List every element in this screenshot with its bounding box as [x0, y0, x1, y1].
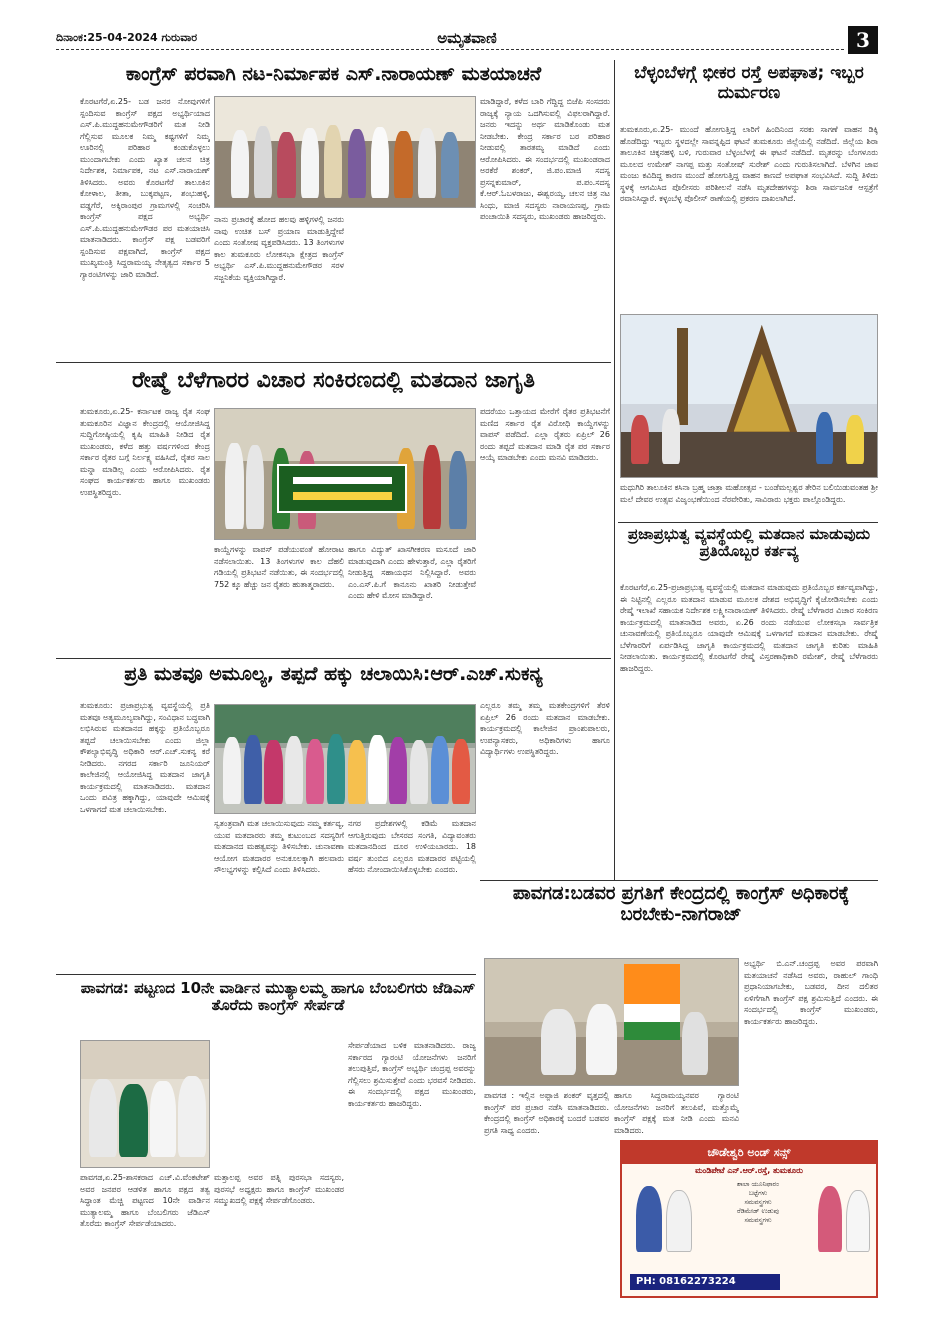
article-4-col-3: ಸೇರ್ಪಡೆಯಾದ ಬಳಿಕ ಮಾತನಾಡಿದರು. ರಾಜ್ಯ ಸರ್ಕಾರದ ಗ್ಯಾರಂಟಿ ಯೋಜನೆಗಳು ಜನರಿಗೆ ತಲುಪುತ್ತಿವೆ, ಕಾಂಗ್ರೆಸ್ ಅಭ್ಯರ್ಥಿ ಚಂದ್ರಪ್ಪ ಅವರನ್ನು ಗೆಲ್ಲಿಸಲು ಶ್ರಮಿಸುತ್ತೇವೆ ಎಂದು ಭರವಸೆ ನೀಡಿದರು. ಈ ಸಂದರ್ಭದಲ್ಲಿ ಪಕ್ಷದ ಮುಖಂಡರು, ಕಾರ್ಯಕರ್ತರು ಹಾಜರಿದ್ದರು.: [348, 1041, 476, 1108]
page-number: 3: [848, 26, 878, 54]
article-3-headline: ಪ್ರತಿ ಮತವೂ ಅಮೂಲ್ಯ, ತಪ್ಪದೆ ಹಕ್ಕು ಚಲಾಯಿಸಿ:ಆರ್.ಎಚ್.ಸುಕನ್ಯ: [124, 664, 543, 685]
ad-student-illustration: [846, 1190, 870, 1252]
ad-address: ಮಂಡಿಪೇಟೆ ಎನ್.ಆರ್.ರಸ್ತೆ, ತುಮಕೂರು: [695, 1166, 803, 1175]
article-4-photo: [80, 1040, 210, 1168]
ad-student-illustration: [636, 1186, 662, 1252]
article-3-photo: [214, 704, 476, 814]
masthead-rule: [56, 49, 844, 50]
ad-product-line: ಶಾಲಾ ಯೂನಿಫಾರಂ: [737, 1180, 779, 1188]
newspaper-name: ಅಮೃತವಾಣಿ: [437, 29, 497, 47]
ad-product-line: ಸಮವಸ್ತ್ರಗಳು: [744, 1198, 772, 1206]
article-5-photo-caption: ಮಧುಗಿರಿ ತಾಲೂಕಿನ ಕಸಿನಾ ಬ್ರಹ್ಮ ಜಾತ್ರಾ ಮಹೋತ್ಸವ - ಬಂಡೆಮಲ್ಲಶ್ವರ ತೇರಿನ ಬಲಿಯಿಡುವಂತಹ ಶ್ರೀ ಮಲೆ ದೇವರ ಉತ್ಸವ ವಿಜೃಂಭಣೆಯಿಂದ ನೆರವೇರಿತು, ಸಾವಿರಾರು ಭಕ್ತರು ಪಾಲ್ಗೊಂಡಿದ್ದರು.: [620, 483, 878, 504]
ad-product-list: [710, 1180, 806, 1225]
article-2-rule: [56, 658, 611, 659]
masthead: [56, 28, 878, 54]
article-7-col-1: ಪಾವಗಡ : ಇಲ್ಲಿನ ಅಪ್ಪಾಜಿ ಶಂಕರ್ ವೃತ್ತದಲ್ಲಿ ಕಾಂಗ್ರೆಸ್ ಪರ ಪ್ರಚಾರ ನಡೆಸಿ ಮಾತನಾಡಿದರು. ಕೇಂದ್ರದಲ್ಲಿ ಕಾಂಗ್ರೆಸ್ ಅಧಿಕಾರಕ್ಕೆ ಬಂದರೆ ಬಡವರ ಪ್ರಗತಿ ಸಾಧ್ಯ ಎಂದರು.: [484, 1091, 609, 1135]
article-3-col-3: ನಗರ ಪ್ರದೇಶಗಳಲ್ಲಿ ಕಡಿಮೆ ಮತದಾನ ಆಗುತ್ತಿರುವುದು ಬೇಸರದ ಸಂಗತಿ, ವಿದ್ಯಾವಂತರು ಮತದಾನದಿಂದ ದೂರ ಉಳಿಯಬಾರದು. 18 ವರ್ಷ ತುಂಬಿದ ಎಲ್ಲರೂ ಮತದಾರರ ಪಟ್ಟಿಯಲ್ಲಿ ಹೆಸರು ನೋಂದಾಯಿಸಿಕೊಳ್ಳಬೇಕು ಎಂದರು.: [348, 819, 476, 874]
article-6-rule: [480, 880, 878, 881]
article-3-col-1: ತುಮಕೂರು: ಪ್ರಜಾಪ್ರಭುತ್ವ ವ್ಯವಸ್ಥೆಯಲ್ಲಿ ಪ್ರತಿ ಮತವೂ ಅತ್ಯಮೂಲ್ಯವಾಗಿದ್ದು, ಸಂವಿಧಾನ ಬದ್ಧವಾಗಿ ಲಭಿಸಿರುವ ಮತದಾನದ ಹಕ್ಕನ್ನು ಪ್ರತಿಯೊಬ್ಬರೂ ತಪ್ಪದೆ ಚಲಾಯಿಸಬೇಕು ಎಂದು ಜಿಲ್ಲಾ ಕೌಶಲ್ಯಾಭಿವೃದ್ಧಿ ಅಧಿಕಾರಿ ಆರ್.ಎಚ್.ಸುಕನ್ಯ ಕರೆ ನೀಡಿದರು. ನಗರದ ಸರ್ಕಾರಿ ಜೂನಿಯರ್ ಕಾಲೇಜಿನಲ್ಲಿ ಆಯೋಜಿಸಿದ್ದ ಮತದಾನ ಜಾಗೃತಿ ಕಾರ್ಯಕ್ರಮದಲ್ಲಿ ಮಾತನಾಡಿದರು. ಮತದಾನ ಒಂದು ಪವಿತ್ರ ಹಕ್ಕಾಗಿದ್ದು, ಯಾವುದೇ ಆಮಿಷಕ್ಕೆ ಒಳಗಾಗದೆ ಮತ ಚಲಾಯಿಸಬೇಕು.: [80, 701, 210, 814]
article-1-col-1: ಕೊರಟಗೆರೆ,ಏ.25- ಬಡ ಜನರ ನೋವುಗಳಿಗೆ ಸ್ಪಂದಿಸುವ ಕಾಂಗ್ರೆಸ್ ಪಕ್ಷದ ಅಭ್ಯರ್ಥಿಯಾದ ಎಸ್.ಪಿ.ಮುದ್ದಹನುಮೇಗೌಡರಿಗೆ ಮತ ನೀಡಿ ಗೆಲ್ಲಿಸುವ ಮೂಲಕ ನಿಮ್ಮ ಕಷ್ಟಗಳಿಗೆ ನಿಮ್ಮ ಊರಿನಲ್ಲಿ ಪರಿಹಾರ ಕಂಡುಕೊಳ್ಳಲು ಮುಂದಾಗಬೇಕು ಎಂದು ಖ್ಯಾತ ಚಲನ ಚಿತ್ರ ನಿರ್ದೇಶಕ, ನಿರ್ಮಾಪಕ, ನಟ ಎಸ್.ನಾರಾಯಣ್ ತಿಳಿಸಿದರು. ಅವರು ಕೊರಟಗೆರೆ ತಾಲೂಕಿನ ಕೋಳಾಲ, ತೀತಾ, ಬುಕ್ಕಪಟ್ಟಣ, ಶಂಭುಹಳ್ಳಿ, ವಡ್ಡಗೆರೆ, ಅಕ್ಕಿರಾಂಪುರ ಗ್ರಾಮಗಳಲ್ಲಿ ಸಂಚರಿಸಿ ಕಾಂಗ್ರೆಸ್ ಪಕ್ಷದ ಅಭ್ಯರ್ಥಿ ಎಸ್.ಪಿ.ಮುದ್ದಹನುಮೇಗೌಡರ ಪರ ಮತಯಾಚಿಸಿ ಮಾತನಾಡಿದರು. ಕಾಂಗ್ರೆಸ್ ಪಕ್ಷ ಬಡವರಿಗೆ ಸ್ಪಂದಿಸುವ ಪಕ್ಷವಾಗಿದೆ, ಕಾಂಗ್ರೆಸ್ ಪಕ್ಷದ ಮುಖ್ಯಮಂತ್ರಿ ಸಿದ್ದರಾಮಯ್ಯ ನೇತೃತ್ವದ ಸರ್ಕಾರ 5 ಗ್ಯಾರಂಟಿಗಳನ್ನು ಜಾರಿ ಮಾಡಿದೆ.: [80, 97, 210, 279]
article-2-col-1: ತುಮಕೂರು,ಏ.25- ಕರ್ನಾಟಕ ರಾಜ್ಯ ರೈತ ಸಂಘ ತುಮಕೂರಿನ ವಿಜ್ಞಾನ ಕೇಂದ್ರದಲ್ಲಿ ಆಯೋಜಿಸಿದ್ದ ಸುದ್ದಿಗೋಷ್ಠಿಯಲ್ಲಿ ಕೃಷಿ ಮಾಹಿತಿ ನೀಡಿದ ರೈತ ಮುಖಂಡರು, ಕಳೆದ ಹತ್ತು ವರ್ಷಗಳಿಂದ ಕೇಂದ್ರ ಸರ್ಕಾರ ರೈತರ ಬಗ್ಗೆ ನಿರ್ಲಕ್ಷ್ಯ ವಹಿಸಿದೆ, ರೈತರ ಸಾಲ ಮನ್ನಾ ಮಾಡಿಲ್ಲ ಎಂದು ಆರೋಪಿಸಿದರು. ರೈತ ಸಂಘದ ಕಾರ್ಯಕರ್ತರು ಹಾಗೂ ಮುಖಂಡರು ಉಪಸ್ಥಿತರಿದ್ದರು.: [80, 407, 210, 497]
article-1-col-2: ನಾನು ಪ್ರಚಾರಕ್ಕೆ ಹೋದ ಹಲವು ಹಳ್ಳಿಗಳಲ್ಲಿ ಜನರು ನಾವು ಉಚಿತ ಬಸ್ ಪ್ರಯಾಣ ಮಾಡುತ್ತಿದ್ದೇವೆ ಎಂದು ಸಂತೋಷ ವ್ಯಕ್ತಪಡಿಸಿದರು. 13 ತಿಂಗಳುಗಳ ಕಾಲ ತುಮಕೂರು ಲೋಕಸಭಾ ಕ್ಷೇತ್ರದ ಕಾಂಗ್ರೆಸ್ ಅಭ್ಯರ್ಥಿ ಎಸ್.ಪಿ.ಮುದ್ದಹನುಮೇಗೌಡರ ಸರಳ ಸಜ್ಜನಿಕೆಯ ವ್ಯಕ್ತಿಯಾಗಿದ್ದಾರೆ.: [214, 215, 344, 282]
article-4-col-2: ಮತ್ತಾಲಪ್ಪ ಅವರ ಪತ್ನಿ ಪುರಸಭಾ ಸದಸ್ಯರು, ಪುರಸಭೆ ಅಧ್ಯಕ್ಷರು ಹಾಗೂ ಕಾಂಗ್ರೆಸ್ ಮುಖಂಡರ ಸಮ್ಮುಖದಲ್ಲಿ ಪಕ್ಷಕ್ಕೆ ಸೇರ್ಪಡೆಗೊಂಡರು.: [214, 1173, 344, 1205]
article-1-rule: [56, 362, 611, 363]
article-4-rule: [56, 974, 476, 975]
article-5-headline: ಬೆಳ್ಳಂಬೆಳಗ್ಗೆ ಭೀಕರ ರಸ್ತೆ ಅಪಘಾತ; ಇಬ್ಬರ ದುರ್ಮರಣ: [634, 64, 864, 103]
article-1-headline: ಕಾಂಗ್ರೆಸ್ ಪರವಾಗಿ ನಟ-ನಿರ್ಮಾಪಕ ಎಸ್.ನಾರಾಯಣ್ ಮತಯಾಚನೆ: [125, 64, 542, 85]
ad-student-illustration: [666, 1190, 692, 1252]
article-5-body: ತುಮಕೂರು,ಏ.25- ಮುಂದೆ ಹೋಗುತ್ತಿದ್ದ ಲಾರಿಗೆ ಹಿಂದಿನಿಂದ ಸರಕು ಸಾಗಣೆ ವಾಹನ ಡಿಕ್ಕಿ ಹೊಡೆದಿದ್ದು ಇಬ್ಬರು ಸ್ಥಳದಲ್ಲೇ ಸಾವನ್ನಪ್ಪಿದ ಘಟನೆ ತುಮಕೂರು ಜಿಲ್ಲೆಯಲ್ಲಿ ನಡೆದಿದೆ. ಜಿಲ್ಲೆಯ ಶಿರಾ ತಾಲೂಕಿನ ಚಿಕ್ಕನಹಳ್ಳಿ ಬಳಿ, ಗುರುವಾರ ಬೆಳ್ಳಂಬೆಳಗ್ಗೆ ಈ ಘಟನೆ ನಡೆದಿದೆ. ಮೃತರನ್ನು ಬೆಂಗಳೂರು ಮೂಲದ ಉಮೇಶ್ ನಾಗಪ್ಪ ಮತ್ತು ಸಂತೋಷ್ ಸುರೇಶ್ ಎಂದು ಗುರುತಿಸಲಾಗಿದೆ. ಬೆಳಗಿನ ಜಾವ ಮಂಜು ಕವಿದಿದ್ದ ಕಾರಣ ಮುಂದೆ ಹೋಗುತ್ತಿದ್ದ ವಾಹನ ಕಾಣದೆ ಅಪಘಾತ ಸಂಭವಿಸಿದೆ. ಸುದ್ದಿ ತಿಳಿದು ಸ್ಥಳಕ್ಕೆ ಆಗಮಿಸಿದ ಪೊಲೀಸರು ಪರಿಶೀಲನೆ ನಡೆಸಿ ಮೃತದೇಹಗಳನ್ನು ಶಿರಾ ಸಾರ್ವಜನಿಕ ಆಸ್ಪತ್ರೆಗೆ ರವಾನಿಸಿದ್ದಾರೆ. ಕಳ್ಳಂಬೆಳ್ಳ ಪೊಲೀಸ್ ಠಾಣೆಯಲ್ಲಿ ಪ್ರಕರಣ ದಾಖಲಾಗಿದೆ.: [620, 125, 878, 203]
ad-product-line: ಸಮವಸ್ತ್ರಗಳು: [744, 1216, 772, 1224]
article-2-col-4: ಪದರೆಯು ಒತ್ತಾಯದ ಮೇರೆಗೆ ರೈತರ ಪ್ರತಿಭಟನೆಗೆ ಮಣಿದ ಸರ್ಕಾರ ರೈತ ವಿರೋಧಿ ಕಾಯ್ದೆಗಳನ್ನು ವಾಪಸ್ ಪಡೆದಿದೆ. ಎಲ್ಲಾ ರೈತರು ಏಪ್ರಿಲ್ 26 ರಂದು ತಪ್ಪದೆ ಮತದಾನ ಮಾಡಿ ರೈತ ಪರ ಸರ್ಕಾರ ಆಯ್ಕೆ ಮಾಡಬೇಕು ಎಂದು ಮನವಿ ಮಾಡಿದರು.: [480, 407, 610, 462]
article-6-headline: ಪ್ರಜಾಪ್ರಭುತ್ವ ವ್ಯವಸ್ಥೆಯಲ್ಲಿ ಮತದಾನ ಮಾಡುವುದು ಪ್ರತಿಯೊಬ್ಬರ ಕರ್ತವ್ಯ: [627, 526, 871, 561]
issue-date: ದಿನಾಂಕ:25-04-2024 ಗುರುವಾರ: [56, 31, 198, 44]
article-2-photo: [214, 408, 476, 540]
article-7-headline: ಪಾವಗಡ:ಬಡವರ ಪ್ರಗತಿಗೆ ಕೇಂದ್ರದಲ್ಲಿ ಕಾಂಗ್ರೆಸ್ ಅಧಿಕಾರಕ್ಕೆ ಬರಬೇಕು-ನಾಗರಾಜ್: [512, 884, 850, 925]
article-3-col-2: ಸ್ವತಂತ್ರವಾಗಿ ಮತ ಚಲಾಯಿಸುವುದು ನಮ್ಮ ಕರ್ತವ್ಯ, ಯುವ ಮತದಾರರು ತಮ್ಮ ಕುಟುಂಬದ ಸದಸ್ಯರಿಗೆ ಮತದಾನದ ಮಹತ್ವವನ್ನು ತಿಳಿಸಬೇಕು. ಚುನಾವಣಾ ಆಯೋಗ ಮತದಾರರ ಅನುಕೂಲಕ್ಕಾಗಿ ಹಲವಾರು ಸೌಲಭ್ಯಗಳನ್ನು ಕಲ್ಪಿಸಿದೆ ಎಂದು ತಿಳಿಸಿದರು.: [214, 819, 344, 874]
article-2-col-2: ಕಾಯ್ದೆಗಳನ್ನು ವಾಪಸ್ ಪಡೆಯುವಂತೆ ಹೋರಾಟ ನಡೆಸಲಾಯಿತು. 13 ತಿಂಗಳುಗಳ ಕಾಲ ದೆಹಲಿ ಗಡಿಯಲ್ಲಿ ಪ್ರತಿಭಟನೆ ನಡೆಯಿತು, ಈ ಸಂದರ್ಭದಲ್ಲಿ 752 ಕ್ಕೂ ಹೆಚ್ಚು ಜನ ರೈತರು ಹುತಾತ್ಮರಾದರು.: [214, 545, 344, 589]
ad-title: ಚೌಡೇಶ್ವರಿ ಅಂಡ್ ಸನ್ಸ್: [622, 1142, 876, 1164]
ad-product-line: ರೆಡಿಮೇಡ್ ಉಡುಪು: [737, 1207, 779, 1215]
advertisement: [620, 1140, 878, 1298]
ad-phone: PH: 08162273224: [630, 1274, 780, 1290]
article-3-col-4: ಎಲ್ಲರೂ ತಮ್ಮ ತಮ್ಮ ಮತಕೇಂದ್ರಗಳಿಗೆ ತೆರಳಿ ಏಪ್ರಿಲ್ 26 ರಂದು ಮತದಾನ ಮಾಡಬೇಕು. ಕಾರ್ಯಕ್ರಮದಲ್ಲಿ ಕಾಲೇಜಿನ ಪ್ರಾಂಶುಪಾಲರು, ಉಪನ್ಯಾಸಕರು, ಅಧಿಕಾರಿಗಳು ಹಾಗೂ ವಿದ್ಯಾರ್ಥಿಗಳು ಉಪಸ್ಥಿತರಿದ್ದರು.: [480, 701, 610, 756]
article-7-col-3: ಅಭ್ಯರ್ಥಿ ಬಿ.ಎನ್.ಚಂದ್ರಪ್ಪ ಅವರ ಪರವಾಗಿ ಮತಯಾಚನೆ ನಡೆಸಿದ ಅವರು, ರಾಹುಲ್ ಗಾಂಧಿ ಪ್ರಧಾನಿಯಾಗಬೇಕು, ಬಡವರ, ದೀನ ದಲಿತರ ಏಳಿಗೆಗಾಗಿ ಕಾಂಗ್ರೆಸ್ ಪಕ್ಷ ಶ್ರಮಿಸುತ್ತಿದೆ ಎಂದರು. ಈ ಸಂದರ್ಭದಲ್ಲಿ ಕಾಂಗ್ರೆಸ್ ಮುಖಂಡರು, ಕಾರ್ಯಕರ್ತರು ಹಾಜರಿದ್ದರು.: [744, 959, 878, 1026]
article-2-col-3: ಹಾಗೂ ವಿದ್ಯುತ್ ಖಾಸಗೀಕರಣ ಮಸೂದೆ ಜಾರಿ ಮಾಡುವುದಾಗಿ ಎಂದು ಹೇಳುತ್ತಾರೆ, ಎಲ್ಲಾ ರೈತರಿಗೆ ನೀಡುತ್ತಿದ್ದ ಸಹಾಯಧನ ನಿಲ್ಲಿಸಿದ್ದಾರೆ. ಅವರು ಎಂ.ಎಸ್.ಪಿ.ಗೆ ಕಾನೂನು ಖಾತರಿ ನೀಡುತ್ತೇವೆ ಎಂದು ಹೇಳಿ ಮೋಸ ಮಾಡಿದ್ದಾರೆ.: [348, 545, 476, 600]
article-5-photo: [620, 314, 878, 478]
article-1-col-3: ಮಾಡಿದ್ದಾರೆ, ಕಳೆದ ಬಾರಿ ಗೆದ್ದಿದ್ದ ಬಿಜೆಪಿ ಸಂಸದರು ರಾಜ್ಯಕ್ಕೆ ನ್ಯಾಯ ಒದಗಿಸುವಲ್ಲಿ ವಿಫಲರಾಗಿದ್ದಾರೆ. ಜನರು ಇದನ್ನು ಅರ್ಥ ಮಾಡಿಕೊಂಡು ಮತ ನೀಡಬೇಕು. ಕೇಂದ್ರ ಸರ್ಕಾರ ಬರ ಪರಿಹಾರ ನೀಡುವಲ್ಲಿ ತಾರತಮ್ಯ ಮಾಡಿದೆ ಎಂದು ಆರೋಪಿಸಿದರು. ಈ ಸಂದರ್ಭದಲ್ಲಿ ಮುಖಂಡರಾದ ಅರಕೆರೆ ಶಂಕರ್, ಜಿ.ಪಂ.ಮಾಜಿ ಸದಸ್ಯ ಪ್ರಸನ್ನಕುಮಾರ್, ಪ.ಪಂ.ಸದಸ್ಯ ಕೆ.ಆರ್.ಓಬಳರಾಜು, ಈಶ್ವರಯ್ಯ, ಚಲನ ಚಿತ್ರ ನಟ ಸಿಂಧು, ಮಾಜಿ ಸದಸ್ಯರು ನಾರಾಯಣಪ್ಪ, ಗ್ರಾಮ ಪಂಚಾಯಿತಿ ಸದಸ್ಯರು, ಮುಖಂಡರು ಹಾಜರಿದ್ದರು.: [480, 97, 610, 221]
article-5-rule: [618, 522, 878, 523]
article-6-body: ಕೊರಟಗೆರೆ,ಏ.25-ಪ್ರಜಾಪ್ರಭುತ್ವ ವ್ಯವಸ್ಥೆಯಲ್ಲಿ ಮತದಾನ ಮಾಡುವುದು ಪ್ರತಿಯೊಬ್ಬರ ಕರ್ತವ್ಯವಾಗಿದ್ದು, ಈ ನಿಟ್ಟಿನಲ್ಲಿ ಎಲ್ಲರೂ ಮತದಾನ ಮಾಡುವ ಮೂಲಕ ದೇಶದ ಅಭಿವೃದ್ಧಿಗೆ ಕೈಜೋಡಿಸಬೇಕು ಎಂದು ರೇಷ್ಮೆ ಇಲಾಖೆ ಸಹಾಯಕ ನಿರ್ದೇಶಕ ಲಕ್ಷ್ಮೀನಾರಾಯಣ್ ತಿಳಿಸಿದರು. ರೇಷ್ಮೆ ಬೆಳೆಗಾರರ ವಿಚಾರ ಸಂಕಿರಣ ಕಾರ್ಯಕ್ರಮದಲ್ಲಿ ಮಾತನಾಡಿದ ಅವರು, ಏ.26 ರಂದು ನಡೆಯುವ ಲೋಕಸಭಾ ಸಾರ್ವತ್ರಿಕ ಚುನಾವಣೆಯಲ್ಲಿ ಪ್ರತಿಯೊಬ್ಬರೂ ಯಾವುದೇ ಆಮಿಷಕ್ಕೆ ಒಳಗಾಗದೆ ಮತದಾನ ಮಾಡಬೇಕು. ರೇಷ್ಮೆ ಬೆಳೆಗಾರರಿಗೆ ಏರ್ಪಡಿಸಿದ್ದ ಜಾಗೃತಿ ಕಾರ್ಯಕ್ರಮದಲ್ಲಿ ಮತದಾನ ಜಾಗೃತಿ ಕುರಿತು ಮಾಹಿತಿ ನೀಡಲಾಯಿತು. ಕಾರ್ಯಕ್ರಮದಲ್ಲಿ ಕೊರಟಗೆರೆ ರೇಷ್ಮೆ ವಿಸ್ತರಣಾಧಿಕಾರಿ ರಮೇಶ್, ರೇಷ್ಮೆ ಬೆಳೆಗಾರರು ಹಾಜರಿದ್ದರು.: [620, 583, 878, 673]
article-4-col-1: ಪಾವಗಡ,ಏ.25-ಶಾಸಕರಾದ ಎಚ್.ವಿ.ವೆಂಕಟೇಶ್ ಅವರ ಜನಪರ ಆಡಳಿತ ಹಾಗೂ ಪಕ್ಷದ ತತ್ವ ಸಿದ್ಧಾಂತ ಮೆಚ್ಚಿ ಪಟ್ಟಣದ 10ನೇ ವಾರ್ಡಿನ ಮುತ್ಯಾಲಮ್ಮ ಹಾಗೂ ಬೆಂಬಲಿಗರು ಜೆಡಿಎಸ್ ತೊರೆದು ಕಾಂಗ್ರೆಸ್ ಸೇರ್ಪಡೆಯಾದರು.: [80, 1173, 210, 1228]
article-7-col-2: ಹಾಗೂ ಸಿದ್ದರಾಮಯ್ಯನವರ ಗ್ಯಾರಂಟಿ ಯೋಜನೆಗಳು ಜನರಿಗೆ ತಲುಪಿವೆ, ಮತ್ತೊಮ್ಮೆ ಕಾಂಗ್ರೆಸ್ ಪಕ್ಷಕ್ಕೆ ಮತ ನೀಡಿ ಎಂದು ಮನವಿ ಮಾಡಿದರು.: [614, 1091, 739, 1135]
column-divider: [614, 60, 615, 880]
article-2-headline: ರೇಷ್ಮೆ ಬೆಳೆಗಾರರ ವಿಚಾರ ಸಂಕಿರಣದಲ್ಲಿ ಮತದಾನ ಜಾಗೃತಿ: [132, 368, 535, 393]
article-4-headline: ಪಾವಗಡ: ಪಟ್ಟಣದ 10ನೇ ವಾರ್ಡಿನ ಮುತ್ಯಾಲಮ್ಮ ಹಾಗೂ ಬೆಂಬಲಿಗರು ಜೆಡಿಎಸ್ ತೊರೆದು ಕಾಂಗ್ರೆಸ್ ಸೇರ್ಪಡೆ: [80, 980, 476, 1015]
ad-student-illustration: [818, 1186, 842, 1252]
article-7-photo: [484, 958, 739, 1086]
ad-product-line: ಬಟ್ಟೆಗಳು: [748, 1189, 768, 1197]
article-1-photo: [214, 96, 476, 208]
